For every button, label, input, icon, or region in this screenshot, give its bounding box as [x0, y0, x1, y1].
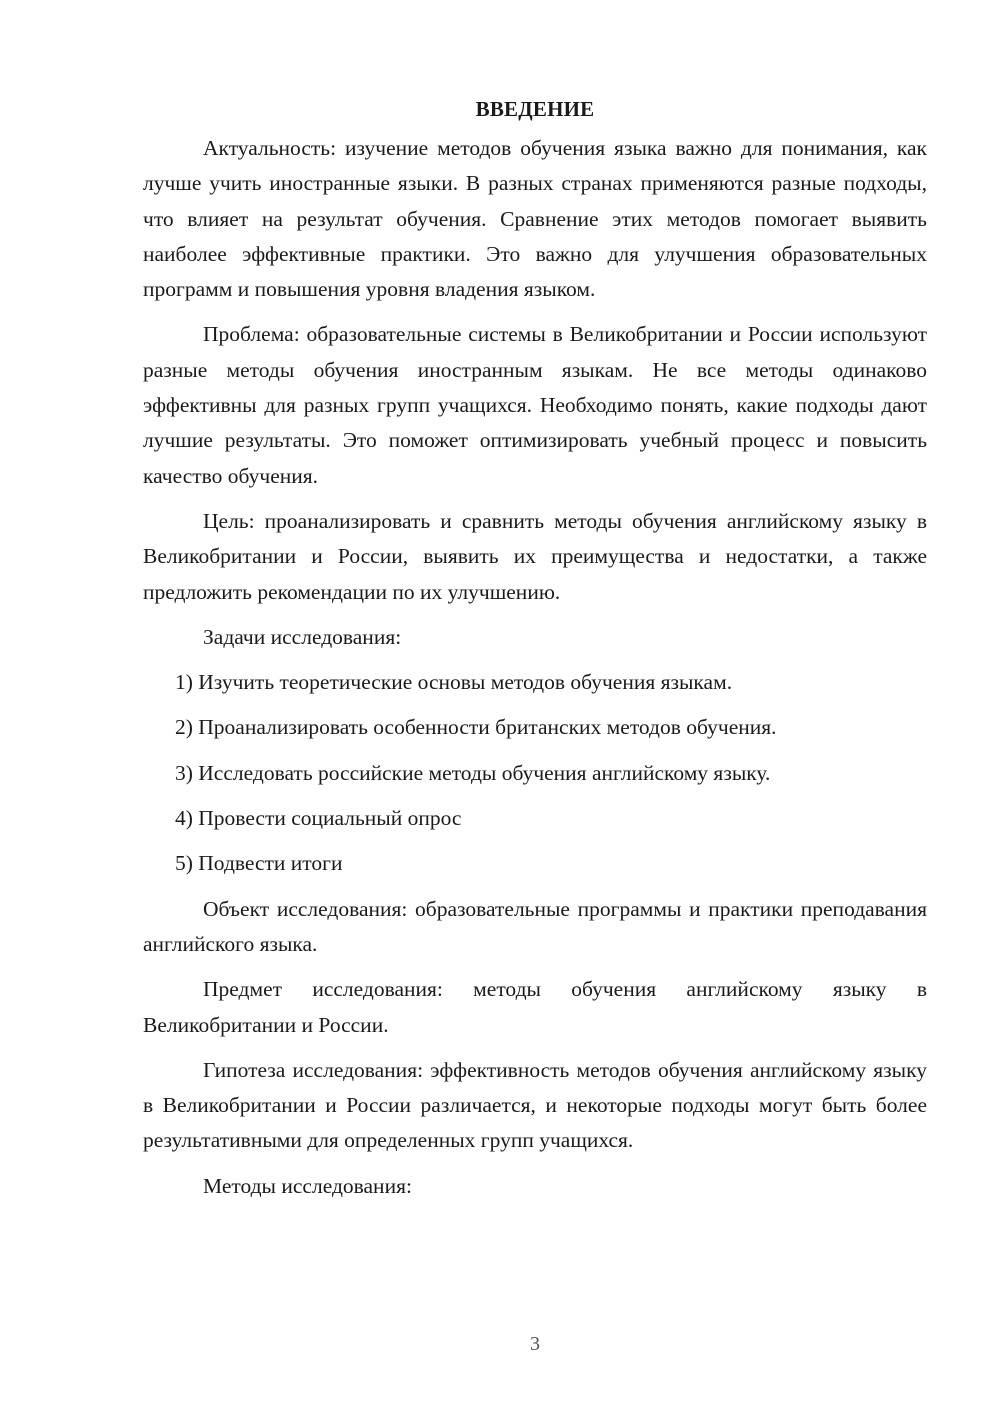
paragraph-hypothesis: Гипотеза исследования: эффективность методов обучения английскому языку в Великобритании и России различается, и некоторые подходы могут быть более результативными для определенных групп учащихся.: [143, 1057, 927, 1153]
paragraph-problem: Проблема: образовательные системы в Великобритании и России используют разные методы обучения иностранным языкам. Не все методы одинаково эффективны для разных групп учащихся. Необходимо понять, какие подходы дают лучшие результаты. Это поможет оптимизировать учебный процесс и повысить качество обучения.: [143, 322, 927, 488]
paragraph-relevance: Актуальность: изучение методов обучения языка важно для понимания, как лучше учить иностранные языки. В разных странах применяются разные подходы, что влияет на результат обучения. Сравнение этих методов помогает выявить наиболее эффективные практики. Это важно для улучшения образовательных программ и повышения уровня владения языком.: [143, 136, 927, 302]
document-title: ВВЕДЕНИЕ: [475, 97, 595, 121]
list-item: 5) Подвести итоги: [175, 851, 343, 876]
tasks-list: [143, 665, 927, 881]
list-item: 1) Изучить теоретические основы методов обучения языкам.: [175, 670, 733, 695]
list-item: 2) Проанализировать особенности британских методов обучения.: [175, 715, 777, 740]
paragraph-object: Объект исследования: образовательные программы и практики преподавания английского языка.: [143, 896, 927, 956]
tasks-label: Задачи исследования:: [203, 624, 402, 649]
document-page: [143, 92, 927, 1214]
methods-label: Методы исследования:: [203, 1173, 412, 1198]
paragraph-subject: Предмет исследования: методы обучения английскому языку в Великобритании и России.: [143, 977, 927, 1037]
paragraph-goal: Цель: проанализировать и сравнить методы обучения английскому языку в Великобритании и России, выявить их преимущества и недостатки, а также предложить рекомендации по их улучшению.: [143, 508, 927, 604]
list-item: 4) Провести социальный опрос: [175, 806, 462, 831]
list-item: 3) Исследовать российские методы обучения английскому языку.: [175, 760, 771, 785]
page-number: 3: [530, 1333, 540, 1355]
